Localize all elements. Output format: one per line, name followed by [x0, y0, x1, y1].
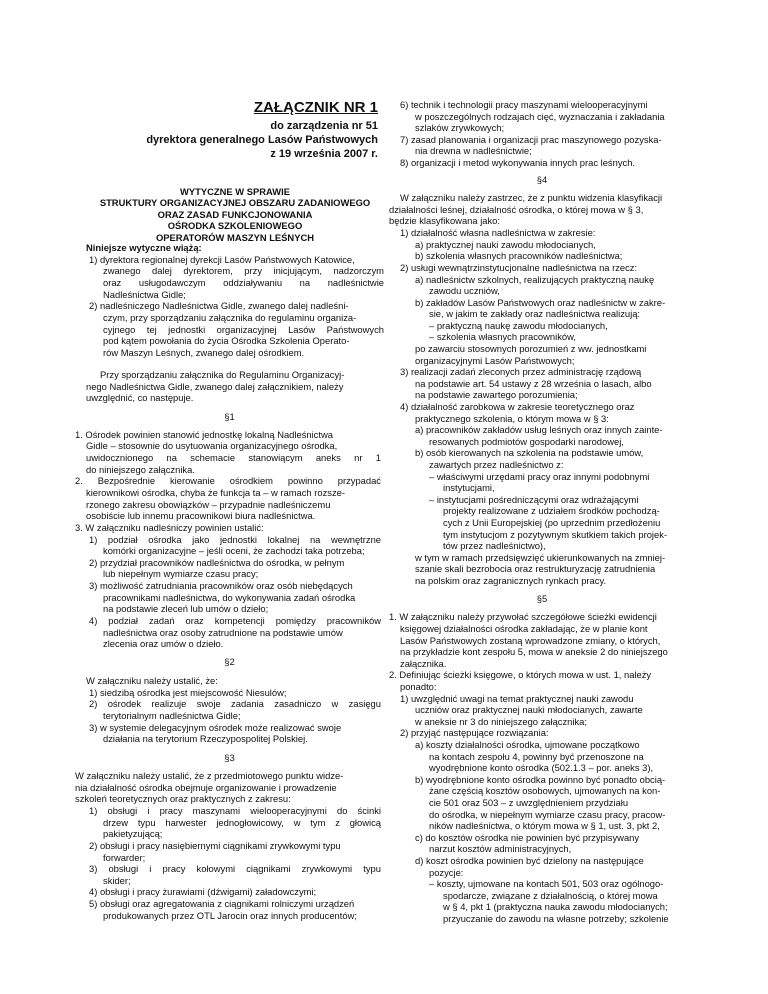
text-line: do niniejszego załącznika. [86, 464, 195, 475]
text-line: nia drewna w nadleśnictwie; [415, 145, 532, 156]
text-line: w § 4, pkt 1 (praktyczna nauka zawodu młodocianych; [443, 901, 668, 912]
text-line: ników nadleśnictwa, o którym mowa w § 1, ust. 3, pkt 2, [429, 820, 660, 831]
text-line: tów przez nadleśnictwo), [443, 540, 546, 551]
text-line: zlecenia oraz umów o dzieło. [103, 638, 224, 649]
text-line: instytucjami, [443, 482, 495, 493]
text-line: 3) obsługi i pracy kołowymi ciągnikami zrywkowymi typu [89, 863, 381, 874]
text-line: kierownikowi ośrodka, chyba że funkcja ta – w ramach rozsze- [86, 487, 345, 498]
text-line: czym, przy sporządzaniu załącznika do regulaminu organiza- [103, 312, 357, 323]
text-line: uczniów oraz praktycznej nauki młodocianych, zawarte [415, 704, 643, 715]
text-line: sie, w jakim te zakłady oraz nadleśnictwa realizują: [429, 308, 641, 319]
text-line: 2) usługi wewnątrzinstytucjonalne nadleśnictwa na rzecz: [400, 262, 638, 273]
text-line: 2) nadleśniczego Nadleśnictwa Gidle, zwanego dalej nadleśni- [89, 300, 349, 311]
text-line: W załączniku należy ustalić, że: [86, 675, 218, 686]
text-line: na przykładzie kont zespołu 5, mowa w aneksie 2 do niniejszego [400, 646, 668, 657]
text-line: 3) realizacji zadań zleconych przez administrację rządową [400, 366, 642, 377]
text-line: zawartych przez nadleśnictwo z: [429, 459, 564, 470]
text-line: – właściwymi urzędami pracy oraz innymi podobnymi [429, 471, 650, 482]
text-line: Niniejsze wytyczne wiążą: [86, 242, 202, 253]
text-line: pracownikami nadleśnictwa, do wykonywania zadań ośrodka [103, 592, 356, 603]
text-line: c) do kosztów ośrodka nie powinien być przypisywany [415, 832, 640, 843]
text-line: W załączniku należy zastrzec, że z punktu widzenia klasyfikacji [400, 192, 663, 203]
section-heading: §3 [224, 752, 235, 763]
text-line: – instytucjami pośredniczącymi oraz wdrażającymi [429, 494, 639, 505]
text-line: działania na terytorium Rzeczypospolitej Polskiej. [103, 733, 308, 744]
text-line: będzie klasyfikowana jako: [389, 215, 500, 226]
text-line: cych z Unii Europejskiej (po uprzednim przedłożeniu [443, 517, 661, 528]
section-heading: §2 [224, 656, 235, 667]
text-line: na polskim oraz zagranicznych rynkach pracy. [415, 575, 607, 586]
text-line: Gidle – stosownie do usytuowania organizacyjnego ośrodka, [86, 440, 338, 451]
text-line: a) pracowników zakładów usług leśnych oraz innych zainte- [415, 424, 663, 435]
text-line: szlaków zrywkowych; [415, 122, 505, 133]
text-line: 2) przyjąć następujące rozwiązania: [400, 727, 549, 738]
text-line: nadleśnictwa oraz osoby zatrudnione na podstawie umów [103, 627, 343, 638]
text-line: 7) zasad planowania i organizacji prac maszynowego pozyska- [400, 134, 662, 145]
text-line: uwzględnić, co następuje. [86, 392, 194, 403]
text-line: a) praktycznej nauki zawodu młodocianych, [415, 239, 596, 250]
text-line: szanie skali bezrobocia oraz restrukturyzację zatrudnienia [415, 563, 656, 574]
text-line: d) koszt ośrodka powinien być dzielony na następujące [415, 855, 644, 866]
text-line: 2. Bezpośrednie kierowanie ośrodkiem powinno przypadać [75, 475, 381, 486]
text-line: skider; [103, 875, 131, 886]
text-line: na podstawie art. 54 ustawy z 28 września o lasach, albo [415, 378, 652, 389]
text-line: produkowanych przez OTL Jarocin oraz innych producentów; [103, 910, 357, 921]
text-line: 1. Ośrodek powinien stanowić jednostkę lokalną Nadleśnictwa [75, 429, 333, 440]
text-line: nego Nadleśnictwa Gidle, zwanego dalej załącznikiem, należy [86, 381, 344, 392]
doc-title-line: OPERATORÓW MASZYN LEŚNYCH [156, 232, 314, 243]
text-line: forwarder; [103, 852, 146, 863]
text-line: w poszczególnych rodzajach cięć, wyznaczania i zakładania [415, 111, 665, 122]
text-line: Lasów Państwowych zostaną wprowadzone zmiany, o których, [400, 635, 661, 646]
text-line: po zawarciu stosownych porozumień z ww. jednostkami [415, 343, 647, 354]
text-line: Przy sporządzaniu załącznika do Regulaminu Organizacyj- [100, 369, 345, 380]
text-line: 8) organizacji i metod wykonywania innych prac leśnych. [400, 157, 636, 168]
text-line: Nadleśnictwa Gidle; [103, 289, 186, 300]
text-line: ponadto: [400, 681, 437, 692]
text-line: 1. W załączniku należy przywołać szczegółowe ścieżki ewidencji [389, 611, 657, 622]
text-line: – praktyczną naukę zawodu młodocianych, [429, 320, 608, 331]
annex-ref-line3: z 19 września 2007 r. [270, 148, 378, 160]
text-line: 4) obsługi i pracy żurawiami (dźwigami) załadowczymi; [89, 886, 317, 897]
text-line: tym instytucjom z pozytywnym skutkiem takich projek- [443, 529, 668, 540]
text-line: drzew typu harwester jednogłowicowy, w tym z głowicą [103, 817, 381, 828]
text-line: 1) uwzględnić uwagi na temat praktycznej nauki zawodu [400, 693, 634, 704]
text-line: księgowej działalności ośrodka zakładając, że w planie kont [400, 623, 648, 634]
section-heading: §5 [536, 593, 548, 604]
text-line: a) koszty działalności ośrodka, ujmowane początkowo [415, 739, 640, 750]
doc-title-line: ORAZ ZASAD FUNKCJONOWANIA [157, 209, 313, 220]
text-line: szkoleń teoretycznych oraz praktycznych z zakresu: [75, 793, 291, 804]
text-line: do ośrodka, w niepełnym wymiarze czasu pracy, pracow- [429, 809, 666, 820]
section-heading: §4 [536, 174, 548, 185]
text-line: zwanego dalej dyrektorem, przy inicjującym, nadzorczym [103, 265, 384, 276]
text-line: 1) działalność własna nadleśnictwa w zakresie: [400, 227, 596, 238]
text-line: na podstawie zleceń lub umów o dzieło; [103, 603, 269, 614]
annex-ref-line1: do zarządzenia nr 51 [270, 120, 378, 132]
text-line: 3) możliwość zatrudniania pracowników oraz osób niebędących [89, 580, 353, 591]
text-line: 1) podział ośrodka jako jednostki lokalnej na wewnętrzne [89, 534, 381, 545]
text-line: przyuczanie do zawodu na własne potrzeby; szkolenie [443, 913, 669, 924]
doc-title-line: STRUKTURY ORGANIZACYJNEJ OBSZARU ZADANIOWEGO [99, 197, 371, 208]
text-line: wyodrębnione konto ośrodka (502.1.3 – por. aneks 3), [429, 762, 654, 773]
annex-ref-line2: dyrektora generalnego Lasów Państwowych [146, 134, 378, 146]
text-line: 2) ośrodek realizuje swoje zadania zasadniczo w zasięgu [89, 698, 381, 709]
text-line: na kontach zespołu 4, powinny być przenoszone na [429, 751, 644, 762]
text-line: organizacyjnymi Lasów Państwowych; [415, 355, 575, 366]
text-line: W załączniku należy ustalić, że z przedmiotowego punktu widze- [75, 770, 344, 781]
text-line: b) osób kierowanych na szkolenia na podstawie umów, [415, 447, 644, 458]
text-line: b) wyodrębnione konto ośrodka powinno być ponadto obcią- [415, 774, 666, 785]
text-line: 5) obsługi oraz agregatowania z ciągnikami rolniczymi urządzeń [89, 898, 355, 909]
text-line: narzut kosztów administracyjnych, [429, 843, 572, 854]
text-line: w aneksie nr 3 do niniejszego załącznika; [415, 716, 587, 727]
doc-title-line: OŚRODKA SZKOLENIOWEGO [167, 220, 303, 231]
text-line: pozycje: [429, 867, 464, 878]
text-line: 2) przydział pracowników nadleśnictwa do ośrodka, w pełnym [89, 557, 345, 568]
text-line: rów Maszyn Leśnych, zwanego dalej ośrodkiem. [103, 347, 305, 358]
text-line: – szkolenia własnych pracowników, [429, 331, 576, 342]
text-line: cyjnego tej jednostki organizacyjnej Lasów Państwowych [103, 324, 384, 335]
text-line: 3) w systemie delegacyjnym ośrodek może realizować swoje [89, 722, 342, 733]
text-line: żane częścią kosztów osobowych, ujmowanych na kon- [429, 785, 661, 796]
text-line: nia działalność ośrodka obejmuje organizowanie i prowadzenie [75, 782, 337, 793]
text-line: 2. Definiując ścieżki księgowe, o których mowa w ust. 1, należy [389, 669, 652, 680]
text-line: b) zakładów Lasów Państwowych oraz nadleśnictw w zakre- [415, 297, 666, 308]
section-heading: §1 [224, 411, 235, 422]
text-line: 6) technik i technologii pracy maszynami wielooperacyjnymi [400, 99, 648, 110]
text-line: oraz usługodawczym oddziaływaniu na nadleśnictwie [103, 277, 384, 288]
text-line: a) nadleśnictw szkolnych, realizujących praktyczną naukę [415, 274, 655, 285]
text-line: terytorialnym nadleśnictwa Gidle; [103, 710, 241, 721]
text-line: 2) obsługi i pracy nasiębiernymi ciągnikami zrywkowymi typu [89, 840, 341, 851]
text-line: 4) podział zadań oraz kompetencji pomiędzy pracowników [89, 615, 381, 626]
text-line: lub niepełnym wymiarze czasu pracy; [103, 568, 259, 579]
text-line: pod kątem powołania do życia Ośrodka Szkolenia Operato- [103, 335, 350, 346]
text-line: 1) obsługi i pracy maszynami wielooperacyjnymi do ścinki [89, 805, 381, 816]
text-line: osobiście lub innemu pracownikowi biura nadleśnictwa. [86, 510, 316, 521]
text-line: 3. W załączniku nadleśniczy powinien ustalić: [75, 522, 264, 533]
text-line: spodarcze, związane z działalnością, o której mowa [443, 890, 658, 901]
text-line: w tym w ramach przedsięwzięć ukierunkowanych na zmniej- [415, 552, 666, 563]
text-line: działalności leśnej, działalność ośrodka, o której mowa w § 3, [389, 204, 644, 215]
text-line: – koszty, ujmowane na kontach 501, 503 oraz ogólnogo- [429, 878, 664, 889]
text-line: uwidocznionego na schemacie stanowiącym aneks nr 1 [86, 452, 381, 463]
text-line: resowanych podmiotów gospodarki narodowej, [429, 436, 624, 447]
text-line: b) szkolenia własnych pracowników nadleśnictwa; [415, 250, 623, 261]
annex-title: ZAŁĄCZNIK NR 1 [253, 99, 378, 116]
text-line: na podstawie zawartego porozumienia; [415, 389, 578, 400]
text-line: cie 501 oraz 503 – z uwzględnieniem przydziału [429, 797, 629, 808]
text-line: praktycznego szkolenia, o którym mowa w § 3: [415, 413, 609, 424]
text-line: 1) dyrektora regionalnej dyrekcji Lasów Państwowych Katowice, [89, 254, 355, 265]
text-line: załącznika. [400, 658, 447, 669]
text-line: projekty realizowane z udziałem środków pochodzą- [443, 505, 660, 516]
text-line: komórki organizacyjne – jeśli oceni, że zachodzi taka potrzeba; [103, 545, 365, 556]
text-line: rzonego zakresu obowiązków – przypadnie nadleśniczemu [86, 499, 331, 510]
text-line: pakietyzującą; [103, 828, 163, 839]
text-line: zawodu uczniów, [429, 285, 500, 296]
text-line: 4) działalność zarobkowa w zakresie teoretycznego oraz [400, 401, 635, 412]
doc-title-line: WYTYCZNE W SPRAWIE [180, 186, 290, 197]
text-line: 1) siedzibą ośrodka jest miejscowość Niesulów; [89, 687, 287, 698]
